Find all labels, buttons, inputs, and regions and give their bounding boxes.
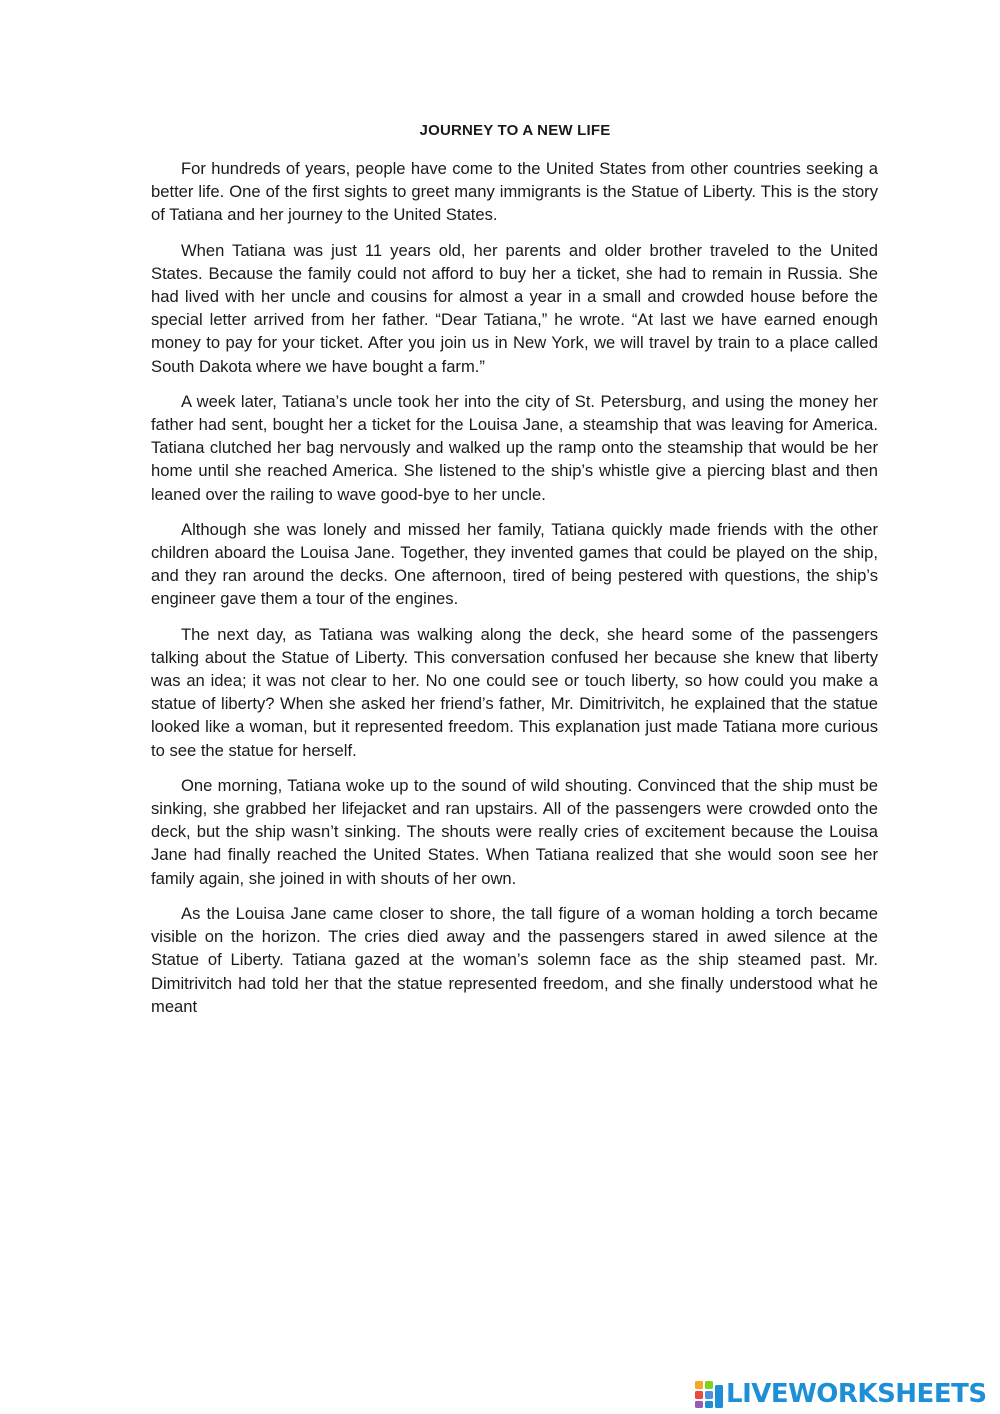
liveworksheets-logo-text: LIVEWORKSHEETS <box>726 1379 987 1409</box>
liveworksheets-logo-icon <box>694 1379 724 1409</box>
story-paragraph: A week later, Tatiana’s uncle took her into the city of St. Petersburg, and using the money her father had sent, bought her a ticket for the Louisa Jane, a steamship that was leaving for America. Tatiana clutched her bag nervously and walked up the ramp onto the steamship that would be her home until she reached America. She listened to the ship’s whistle give a piercing blast and then leaned over the railing to wave good-bye to her uncle. <box>151 391 878 504</box>
story-title: JOURNEY TO A NEW LIFE <box>419 122 611 139</box>
story-paragraph: As the Louisa Jane came closer to shore, the tall figure of a woman holding a torch became visible on the horizon. The cries died away and the passengers stared in awed silence at the Statue of Liberty. Tatiana gazed at the woman’s solemn face as the ship steamed past. Mr. Dimitrivitch had told her that the statue represented freedom, and she finally understood what he meant <box>151 903 878 1016</box>
story-paragraph: The next day, as Tatiana was walking along the deck, she heard some of the passengers talking about the Statue of Liberty. This conversation confused her because she knew that liberty was an idea; it was not clear to her. No one could see or touch liberty, so how could you make a statue of liberty? When she asked her friend’s father, Mr. Dimitrivitch, he explained that the statue looked like a woman, but it represented freedom. This explanation just made Tatiana more curious to see the statue for herself. <box>151 624 878 760</box>
story-paragraph: Although she was lonely and missed her family, Tatiana quickly made friends with the other children aboard the Louisa Jane. Together, they invented games that could be played on the ship, and they ran around the decks. One afternoon, tired of being pestered with questions, the ship’s engineer gave them a tour of the engines. <box>151 519 878 609</box>
liveworksheets-branding[interactable] <box>694 1378 987 1410</box>
story-paragraph: One morning, Tatiana woke up to the sound of wild shouting. Convinced that the ship must be sinking, she grabbed her lifejacket and ran upstairs. All of the passengers were crowded onto the deck, but the ship wasn’t sinking. The shouts were really cries of excitement because the Louisa Jane had finally reached the United States. When Tatiana realized that she would soon see her family again, she joined in with shouts of her own. <box>151 775 878 888</box>
story-paragraph: When Tatiana was just 11 years old, her parents and older brother traveled to the United States. Because the family could not afford to buy her a ticket, she had to remain in Russia. She had lived with her uncle and cousins for almost a year in a small and crowded house before the special letter arrived from her father. “Dear Tatiana,” he wrote. “At last we have earned enough money to pay for your ticket. After you join us in New York, we will travel by train to a place called South Dakota where we have bought a farm.” <box>151 240 878 376</box>
story-body <box>151 157 878 1030</box>
story-paragraph: For hundreds of years, people have come to the United States from other countries seeking a better life. One of the first sights to greet many immigrants is the Statue of Liberty. This is the story of Tatiana and her journey to the United States. <box>151 159 878 225</box>
